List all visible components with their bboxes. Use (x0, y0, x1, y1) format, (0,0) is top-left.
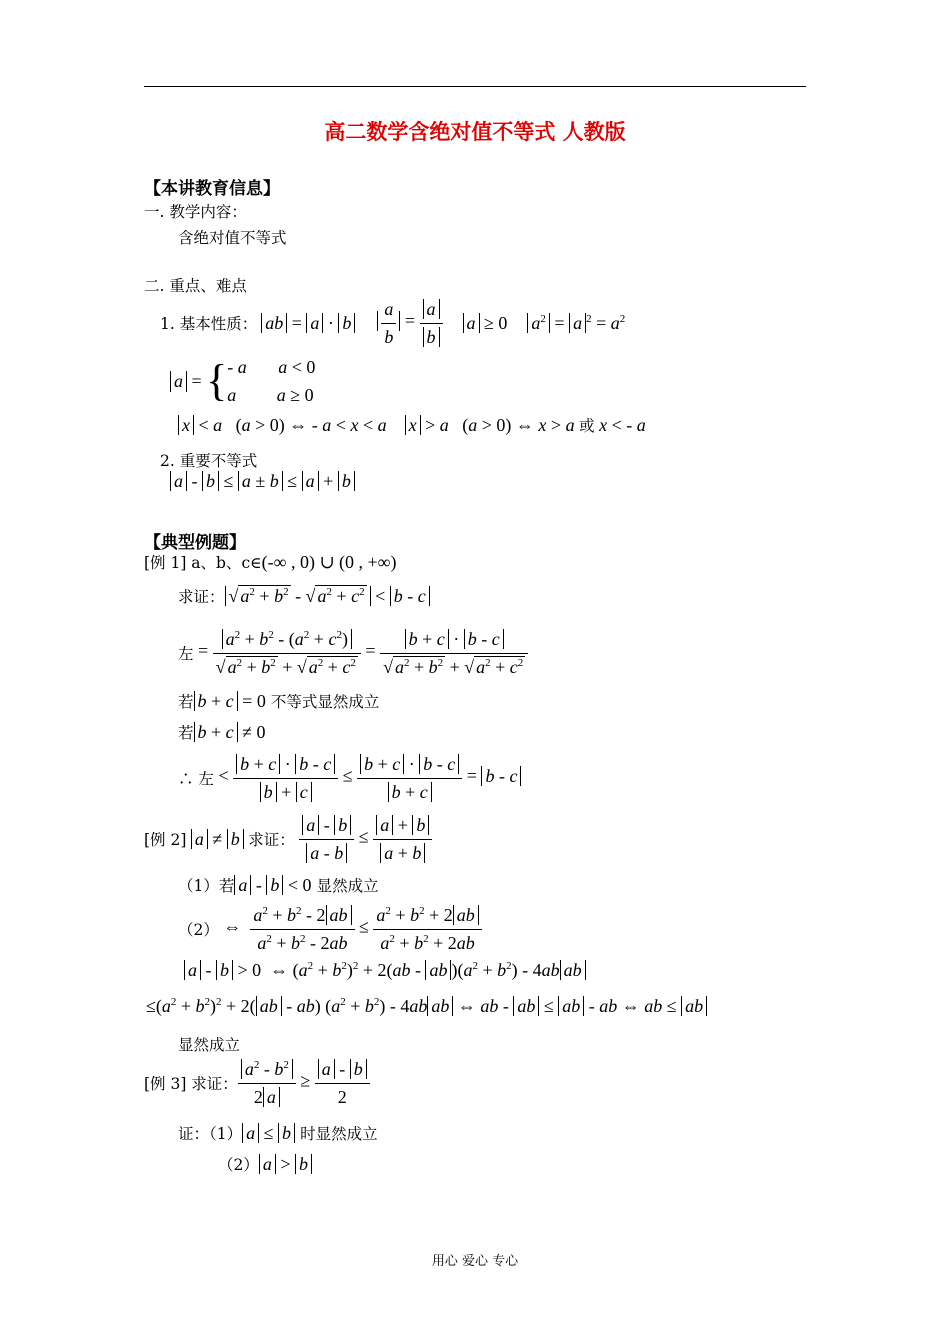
example1-case-nonzero: 若 b + c ≠ 0 (178, 722, 266, 742)
example1-domain: (-∞ , 0) ∪ (0 , +∞) (261, 552, 397, 572)
example2-case1: （1）若 a - b < 0 显然成立 (178, 875, 379, 895)
key-points-label: 二. 重点、难点 (144, 277, 247, 295)
page-footer: 用心 爱心 专心 (431, 1254, 519, 1269)
example3-case1: 证：（1） a ≤ b 时显然成立 (178, 1123, 378, 1143)
formula-triangle-inequality: a - b ≤ a ± b ≤ a + b (170, 471, 355, 492)
example1-left-expansion: 左 = $\frac{a^2 + b^2 - (a^2 + c^2)}{√ a^2 + b^2 + √ a^2 + c^2}$ = $\frac{b + c \cdot b - c}{√ a^2 + b^2 + √ a^2 + c^2}$ (178, 620, 528, 686)
example2-case2: （2） ⇔ $\frac{a^2 + b^2 - 2 ab}{a^2 + b^2 - 2ab}$ ≤ $\frac{a^2 + b^2 + 2 ab}{a^2 + b^2 + 2ab}$ (178, 900, 482, 958)
therefore-left: ∴ 左 (178, 770, 214, 788)
example2-expansion-1: a - b > 0 ⇔ $(a^2 + b^2)^2 + 2(ab$ - ab )$(a^2 + b^2) - 4ab$ ab (184, 960, 586, 981)
if-label: 若 (178, 724, 194, 742)
example2-label: [例 2] (144, 831, 187, 849)
example1-case-zero: 若 b + c = 0 不等式显然成立 (178, 691, 380, 711)
example3-label: [例 3] 求证： (144, 1075, 238, 1093)
prove-label: 求证： (248, 831, 295, 849)
formula-nonnegative: a ≥ 0 (463, 313, 508, 334)
trivial-text: 不等式显然成立 (270, 693, 380, 711)
header-rule (144, 86, 806, 87)
example2-expansion-2: $\le(a^2 + b^2)^2 + 2$( ab - ab) $(a^2 + b^2) - 4ab$ ab ⇔ ab - ab ≤ ab - ab ⇔ ab ≤ ab (146, 996, 707, 1017)
formula-abs-quotient: $\frac{a}{b}$ = $\frac{a}{b}$ (377, 296, 442, 349)
example1-conclusion: ∴ 左 < $\frac{b + c \cdot b - c}{b + c}$ ≤ $\frac{b + c \cdot b - c}{b + c}$ = b - c (178, 748, 521, 808)
example1-label: [例 1] a、b、c∈ (144, 554, 262, 572)
obvious-text: 显然成立 (316, 877, 379, 895)
left-label: 左 (178, 645, 194, 663)
case1-label: （1）若 (178, 877, 235, 895)
case1-tail: 时显然成立 (300, 1125, 378, 1143)
section-heading-examples: 【典型例题】 (144, 533, 246, 553)
example1-claim: 求证： √ $a^2 + b^2$ - √ $a^2 + c^2 < b - c$ (178, 578, 430, 614)
example1-statement (144, 551, 397, 573)
example2-statement: [例 2] a ≠ b 求证： $\frac{a - b}{a - b}$ ≤ $\frac{a + b}{a + b}$ (144, 810, 432, 868)
if-label: 若 (178, 693, 194, 711)
example2-end: 显然成立 (178, 1036, 241, 1054)
formula-abs-ranges: x < a (a > 0) ⇔ - a < x < a x > a (a > 0) ⇔ x > a 或 x < - a (178, 414, 646, 436)
prove-label: 求证： (178, 588, 225, 606)
example3-statement: [例 3] 求证： $\frac{a^2 - b^2}{2 a}$ ≥ $\frac{a - b}{2}$ (144, 1052, 370, 1114)
formula-abs-product: ab = a · b (261, 313, 355, 334)
content-text: 含绝对值不等式 (178, 229, 287, 247)
page-title: 高二数学含绝对值不等式 人教版 (324, 119, 626, 144)
example3-case2: （2） a > b (218, 1153, 312, 1175)
case2-label: （2） (218, 1156, 259, 1174)
section-heading-info: 【本讲教育信息】 (144, 179, 280, 199)
case2-label: （2） (178, 921, 219, 939)
formula-abs-definition: a = { - a a < 0 a a ≥ 0 (170, 352, 315, 410)
formula-square: $a^2 = a$ $^2 = a^2$ (527, 313, 625, 334)
or-text: 或 (579, 418, 595, 435)
basic-properties-label: 1. 基本性质： (160, 315, 258, 333)
basic-properties-line (160, 296, 625, 350)
important-inequality-label: 2. 重要不等式 (160, 452, 258, 470)
proof-label: 证：（1） (178, 1125, 243, 1143)
content-label: 一. 教学内容： (144, 203, 247, 221)
